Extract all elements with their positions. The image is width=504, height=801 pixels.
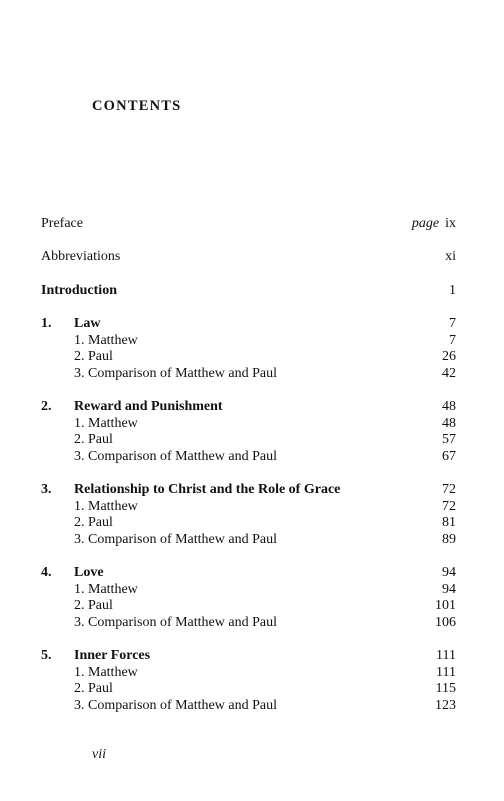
section-label: 2. Paul — [74, 349, 113, 364]
chapter-heading — [41, 315, 456, 333]
section-page: 26 — [442, 349, 456, 364]
page-folio: vii — [92, 747, 106, 762]
chapter-title: Inner Forces — [74, 648, 151, 663]
section-label: 3. Comparison of Matthew and Paul — [74, 532, 277, 547]
chapter-page: 94 — [442, 565, 456, 580]
toc-entry-preface — [41, 215, 456, 233]
section-entry — [41, 348, 456, 366]
chapter-number: 4. — [41, 565, 52, 580]
page-title: CONTENTS — [92, 98, 182, 114]
chapter-number: 5. — [41, 648, 52, 663]
chapter-title: Reward and Punishment — [74, 399, 223, 414]
section-label: 1. Matthew — [74, 333, 138, 348]
section-label: 3. Comparison of Matthew and Paul — [74, 615, 277, 630]
section-page: 72 — [442, 499, 456, 514]
page-prefix: page — [411, 216, 440, 231]
chapter-heading — [41, 564, 456, 582]
chapter-page: 72 — [442, 482, 456, 497]
chapter-page: 7 — [449, 316, 456, 331]
section-entry — [41, 514, 456, 532]
section-entry — [41, 365, 456, 383]
section-page: 115 — [435, 681, 456, 696]
section-label: 3. Comparison of Matthew and Paul — [74, 449, 277, 464]
toc-entry-abbreviations — [41, 248, 456, 266]
chapter-heading — [41, 647, 456, 665]
section-entry — [41, 531, 456, 549]
page-number: ix — [445, 216, 456, 231]
section-label: 3. Comparison of Matthew and Paul — [74, 366, 277, 381]
toc-entry-page: xi — [445, 249, 456, 264]
section-entry — [41, 431, 456, 449]
chapter-page: 111 — [436, 648, 456, 663]
section-label: 1. Matthew — [74, 416, 138, 431]
section-page: 111 — [436, 665, 456, 680]
section-label: 1. Matthew — [74, 499, 138, 514]
section-page: 101 — [435, 598, 456, 613]
section-page: 106 — [435, 615, 456, 630]
section-label: 2. Paul — [74, 681, 113, 696]
toc-entry-label: Preface — [41, 216, 83, 231]
toc-entry-page: 1 — [449, 283, 456, 298]
section-page: 57 — [442, 432, 456, 447]
toc-entry-label: Abbreviations — [41, 249, 121, 264]
section-entry — [41, 697, 456, 715]
section-label: 1. Matthew — [74, 582, 138, 597]
section-label: 2. Paul — [74, 598, 113, 613]
section-label: 3. Comparison of Matthew and Paul — [74, 698, 277, 713]
section-page: 81 — [442, 515, 456, 530]
chapter-heading — [41, 481, 456, 499]
chapter-number: 1. — [41, 316, 52, 331]
toc-entry-introduction — [41, 282, 456, 300]
section-entry — [41, 597, 456, 615]
section-label: 2. Paul — [74, 515, 113, 530]
chapter-title: Love — [74, 565, 104, 580]
chapter-page: 48 — [442, 399, 456, 414]
chapter-title: Relationship to Christ and the Role of Grace — [74, 482, 341, 497]
section-page: 7 — [449, 333, 456, 348]
section-entry — [41, 448, 456, 466]
section-page: 48 — [442, 416, 456, 431]
chapter-title: Law — [74, 316, 101, 331]
section-entry — [41, 680, 456, 698]
section-page: 42 — [442, 366, 456, 381]
section-page: 67 — [442, 449, 456, 464]
toc-entry-label: Introduction — [41, 283, 117, 298]
chapter-heading — [41, 398, 456, 416]
section-page: 123 — [435, 698, 456, 713]
section-entry — [41, 614, 456, 632]
chapter-number: 2. — [41, 399, 52, 414]
section-label: 2. Paul — [74, 432, 113, 447]
section-label: 1. Matthew — [74, 665, 138, 680]
chapter-number: 3. — [41, 482, 52, 497]
section-page: 94 — [442, 582, 456, 597]
toc-entry-page — [412, 215, 456, 233]
section-page: 89 — [442, 532, 456, 547]
